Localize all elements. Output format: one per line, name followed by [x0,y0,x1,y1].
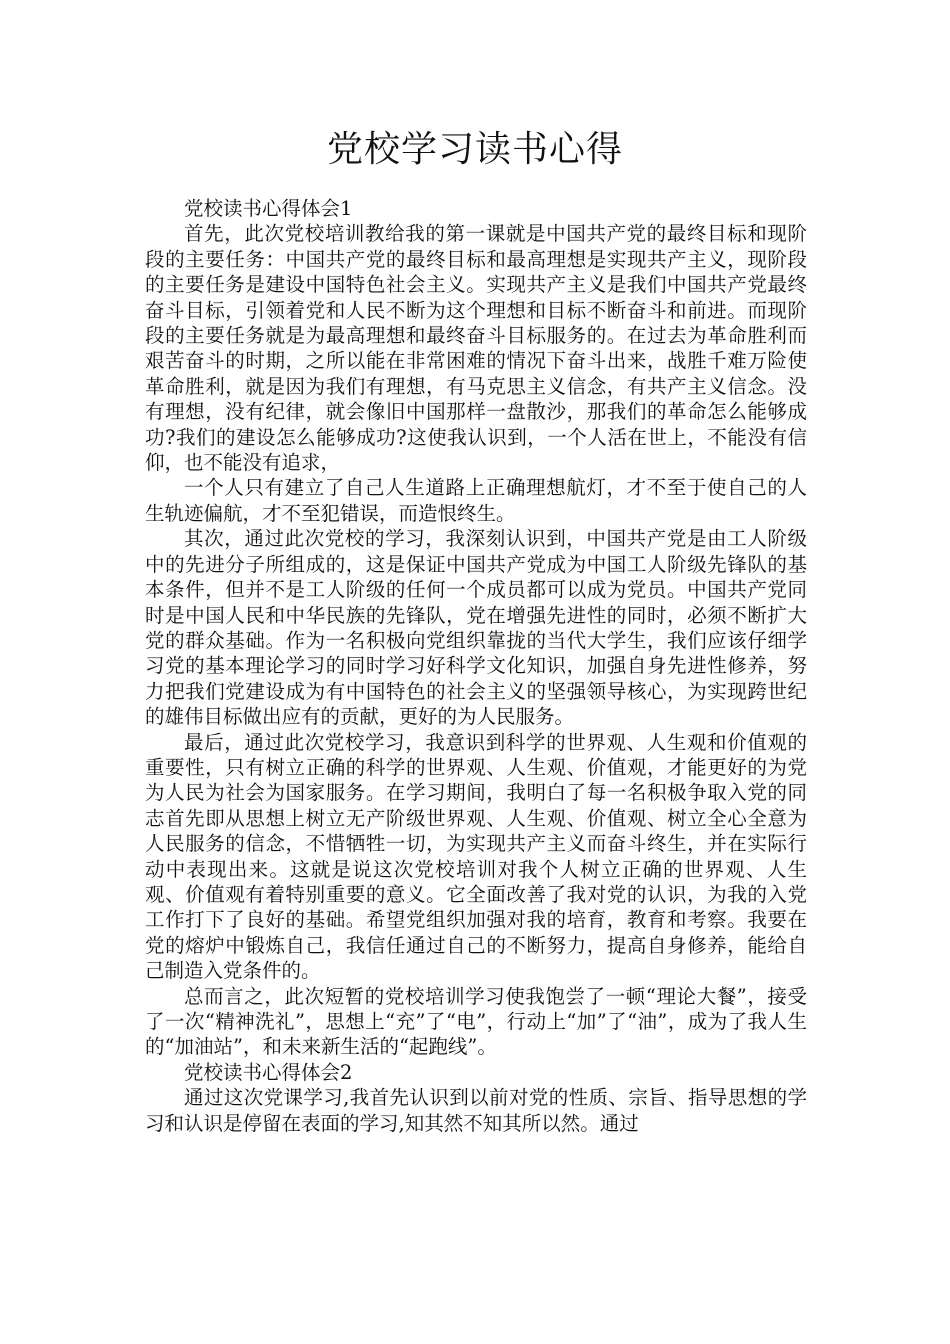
paragraph: 最后，通过此次党校学习，我意识到科学的世界观、人生观和价值观的重要性，只有树立正确的科学的世界观、人生观、价值观，才能更好的为党为人民为社会为国家服务。在学习期间，我明白了每一名积极争取入党的同志首先即从思想上树立无产阶级世界观、人生观、价值观、树立全心全意为人民服务的信念，不惜牺牲一切，为实现共产主义而奋斗终生，并在实际行动中表现出来。这就是说这次党校培训对我个人树立正确的世界观、人生观、价值观有着特别重要的意义。它全面改善了我对党的认识，为我的入党工作打下了良好的基础。希望党组织加强对我的培育，教育和考察。我要在党的熔炉中锻炼自己，我信任通过自己的不断努力，提高自身修养，能给自己制造入党条件的。 [145,730,807,983]
document-body [145,196,807,1136]
paragraph: 通过这次党课学习,我首先认识到以前对党的性质、宗旨、指导思想的学习和认识是停留在表面的学习,知其然不知其所以然。通过 [145,1086,807,1135]
section-heading: 党校读书心得体会1 [184,197,353,220]
paragraph: 一个人只有建立了自己人生道路上正确理想航灯，才不至于使自己的人生轨迹偏航，才不至犯错误，而造恨终生。 [145,476,807,525]
section-heading: 党校读书心得体会2 [184,1060,353,1084]
document-title: 党校学习读书心得 [326,129,623,170]
paragraph: 总而言之，此次短暂的党校培训学习使我饱尝了一顿“理论大餐”，接受了一次“精神洗礼”，思想上“充”了“电”，行动上“加”了“油”，成为了我人生的“加油站”，和未来新生活的“起跑线”。 [145,984,807,1059]
paragraph: 首先，此次党校培训教给我的第一课就是中国共产党的最终目标和现阶段的主要任务：中国共产党的最终目标和最高理想是实现共产主义，现阶段的主要任务是建设中国特色社会主义。实现共产主义是我们中国共产党最终奋斗目标，引领着党和人民不断为这个理想和目标不断奋斗和前进。而现阶段的主要任务就是为最高理想和最终奋斗目标服务的。在过去为革命胜利而艰苦奋斗的时期，之所以能在非常困难的情况下奋斗出来，战胜千难万险使革命胜利，就是因为我们有理想，有马克思主义信念，有共产主义信念。没有理想，没有纪律，就会像旧中国那样一盘散沙，那我们的革命怎么能够成功?我们的建设怎么能够成功?这使我认识到，一个人活在世上，不能没有信仰，也不能没有追求， [145,222,807,475]
paragraph: 其次，通过此次党校的学习，我深刻认识到，中国共产党是由工人阶级中的先进分子所组成的，这是保证中国共产党成为中国工人阶级先锋队的基本条件，但并不是工人阶级的任何一个成员都可以成为党员。中国共产党同时是中国人民和中华民族的先锋队，党在增强先进性的同时，必须不断扩大党的群众基础。作为一名积极向党组织靠拢的当代大学生，我们应该仔细学习党的基本理论学习的同时学习好科学文化知识，加强自身先进性修养，努力把我们党建设成为有中国特色的社会主义的坚强领导核心，为实现跨世纪的雄伟目标做出应有的贡献，更好的为人民服务。 [145,527,807,729]
